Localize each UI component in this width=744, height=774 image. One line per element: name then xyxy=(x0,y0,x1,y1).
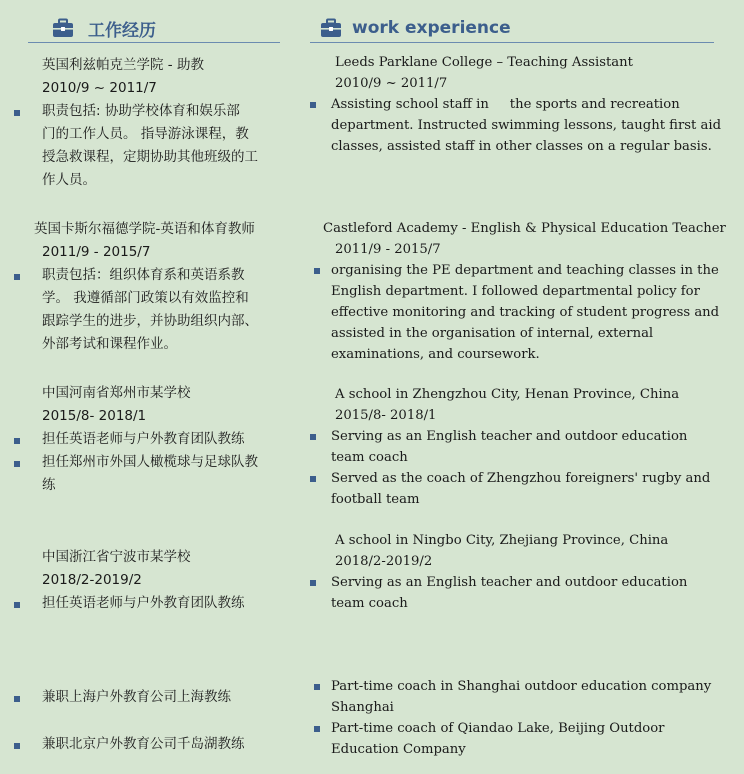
zh-job-5 xyxy=(42,686,231,709)
bullet-icon xyxy=(310,476,316,482)
zh-job-4 xyxy=(42,546,245,615)
list-item: 兼职上海户外教育公司上海教练 xyxy=(42,686,231,709)
en-section-header xyxy=(320,12,511,44)
en-job-title: Castleford Academy - English & Physical Education Teacher xyxy=(323,221,726,236)
list-item: Part-time coach in Shanghai outdoor education company Shanghai xyxy=(331,676,711,718)
en-job-date: 2015/8- 2018/1 xyxy=(335,408,437,423)
en-job-date: 2018/2-2019/2 xyxy=(335,554,433,569)
zh-job-title: 中国浙江省宁波市某学校 xyxy=(42,549,191,565)
list-item: Serving as an English teacher and outdoor education team coach xyxy=(331,572,687,614)
list-item: 担任英语老师与户外教育团队教练 xyxy=(42,592,245,615)
en-job-4 xyxy=(331,530,688,614)
en-job-2 xyxy=(323,218,726,365)
briefcase-icon xyxy=(320,18,342,38)
zh-job-6 xyxy=(42,733,245,756)
list-item: Assisting school staff in the sports and recreation department. Instructed swimming lessons, taught first aid classes, assisted staff in other classes on a regular basis. xyxy=(331,94,721,157)
list-item: Serving as an English teacher and outdoor education team coach xyxy=(331,426,710,468)
en-job-title: A school in Zhengzhou City, Henan Province, China xyxy=(335,387,680,402)
zh-job-date: 2018/2-2019/2 xyxy=(42,572,142,588)
en-job-date: 2010/9 ~ 2011/7 xyxy=(335,76,448,91)
list-item: organising the PE department and teaching classes in the English department. I followed departmental policy for effective monitoring and tracking of student progress and assisted in the organisation of internal, external examinations, and coursework. xyxy=(323,260,726,365)
bullet-icon xyxy=(310,102,316,108)
bullet-icon xyxy=(14,602,20,608)
zh-job-title: 中国河南省郑州市某学校 xyxy=(42,385,191,401)
zh-job-1 xyxy=(42,54,258,192)
list-item: Part-time coach of Qiandao Lake, Beijing Outdoor Education Company xyxy=(331,718,711,760)
en-job-1 xyxy=(331,52,722,157)
en-job-title: Leeds Parklane College – Teaching Assistant xyxy=(335,55,633,70)
en-job-3 xyxy=(331,384,711,510)
zh-job-2 xyxy=(34,218,258,356)
bullet-icon xyxy=(314,726,320,732)
bullet-icon xyxy=(14,696,20,702)
list-item: Served as the coach of Zhengzhou foreigners' rugby and football team xyxy=(331,468,710,510)
zh-job-3 xyxy=(42,382,258,497)
bullet-icon xyxy=(314,684,320,690)
list-item: 兼职北京户外教育公司千岛湖教练 xyxy=(42,733,245,756)
zh-section-title: 工作经历 xyxy=(88,20,156,41)
list-item: 担任郑州市外国人橄榄球与足球队教 练 xyxy=(42,451,258,497)
bullet-icon xyxy=(14,461,20,467)
bullet-icon xyxy=(14,438,20,444)
en-header-divider xyxy=(310,42,714,43)
list-item: 职责包括: 协助学校体育和娱乐部 门的工作人员。 指导游泳课程，教 授急救课程，定期协助其他班级的工 作人员。 xyxy=(42,100,258,192)
en-job-5 xyxy=(331,676,711,760)
bullet-icon xyxy=(310,580,316,586)
zh-job-date: 2011/9 - 2015/7 xyxy=(42,244,151,260)
list-item: 职责包括：组织体育系和英语系教 学。 我遵循部门政策以有效监控和 跟踪学生的进步，并协助组织内部、 外部考试和课程作业。 xyxy=(34,264,258,356)
bullet-icon xyxy=(14,274,20,280)
briefcase-icon xyxy=(52,18,74,38)
zh-section-header xyxy=(52,12,156,44)
bullet-icon xyxy=(14,110,20,116)
bullet-icon xyxy=(14,743,20,749)
zh-header-divider xyxy=(28,42,280,43)
en-section-title: work experience xyxy=(352,18,511,38)
zh-job-date: 2015/8- 2018/1 xyxy=(42,408,147,424)
bullet-icon xyxy=(310,434,316,440)
zh-job-title: 英国利兹帕克兰学院 - 助教 xyxy=(42,57,204,73)
list-item: 担任英语老师与户外教育团队教练 xyxy=(42,428,258,451)
en-job-title: A school in Ningbo City, Zhejiang Province, China xyxy=(335,533,669,548)
zh-job-title: 英国卡斯尔福德学院-英语和体育教师 xyxy=(34,221,255,237)
bullet-icon xyxy=(314,268,320,274)
zh-job-date: 2010/9 ~ 2011/7 xyxy=(42,80,157,96)
en-job-date: 2011/9 - 2015/7 xyxy=(335,242,441,257)
